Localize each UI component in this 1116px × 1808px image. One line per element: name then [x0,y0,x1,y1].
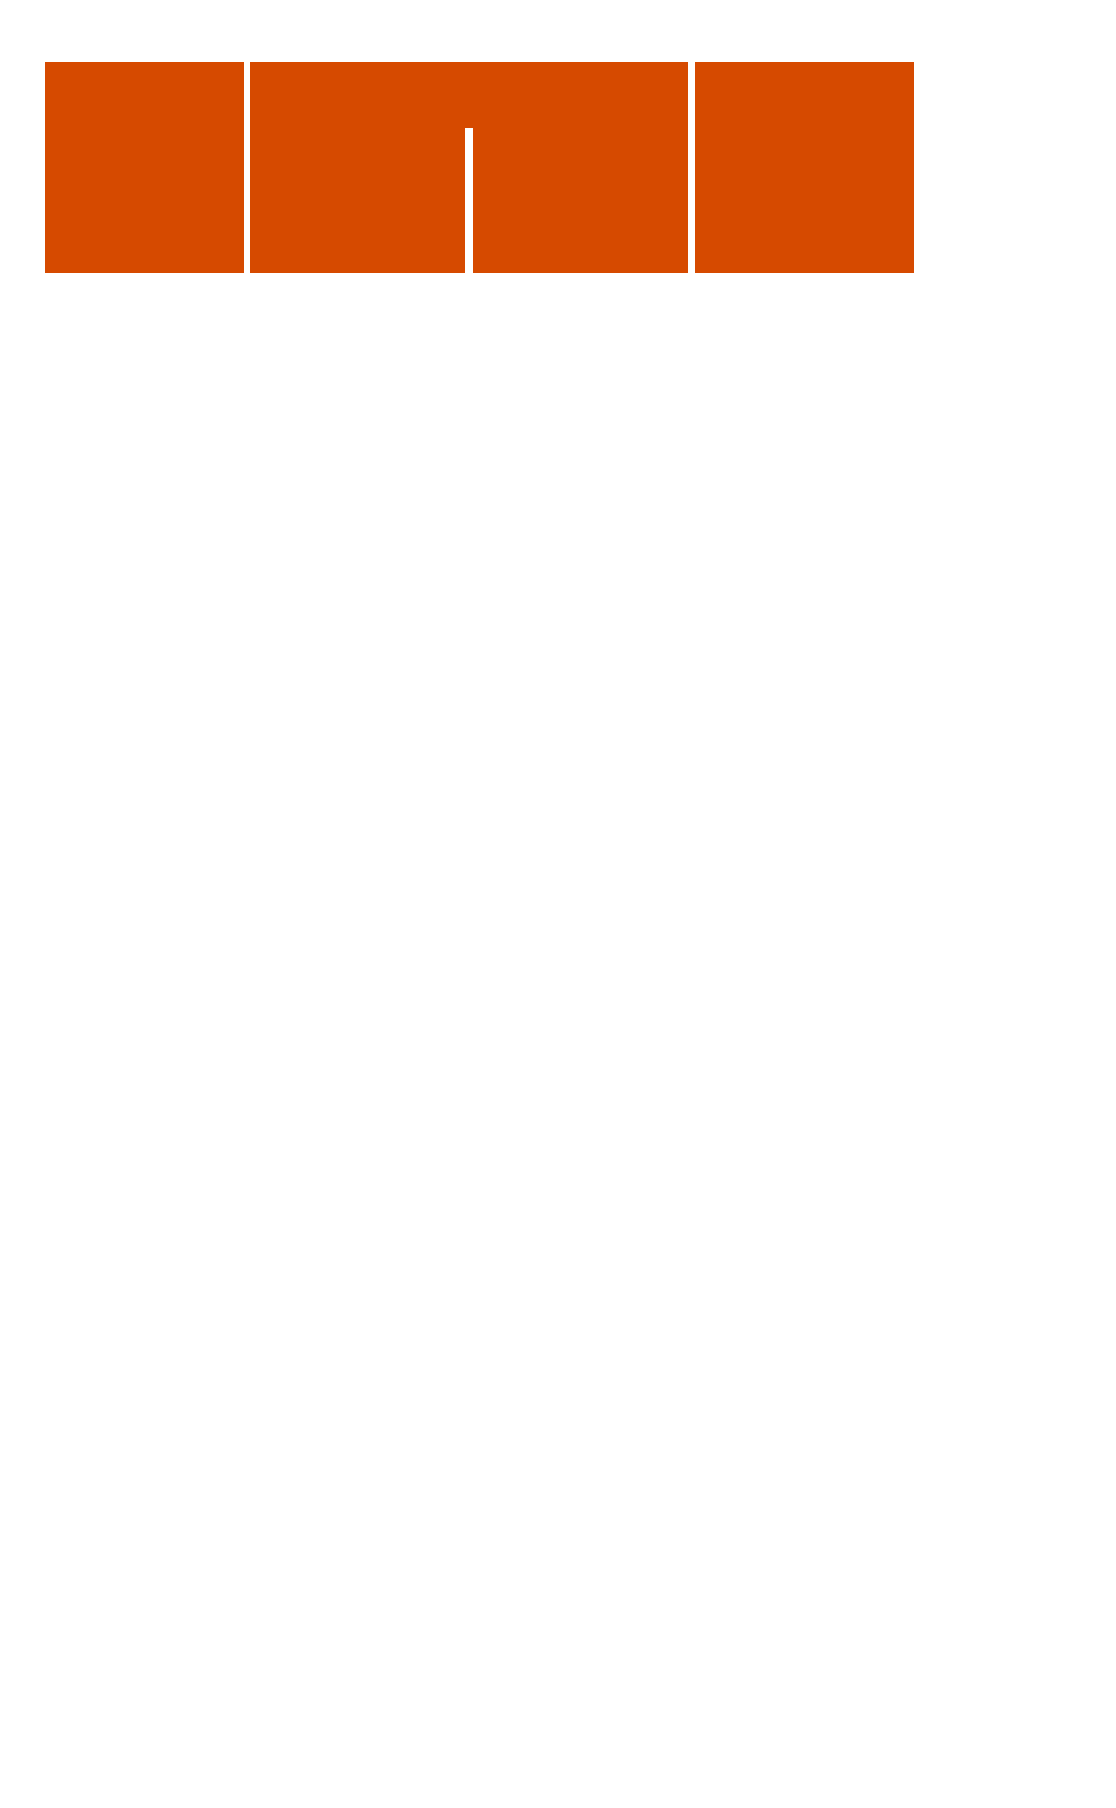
header-group-hospital [695,62,914,273]
header-group1-years [250,128,465,273]
header-label-column [45,62,244,273]
header-group-inpatients [473,128,688,273]
header-group-ambulatory [250,62,688,128]
